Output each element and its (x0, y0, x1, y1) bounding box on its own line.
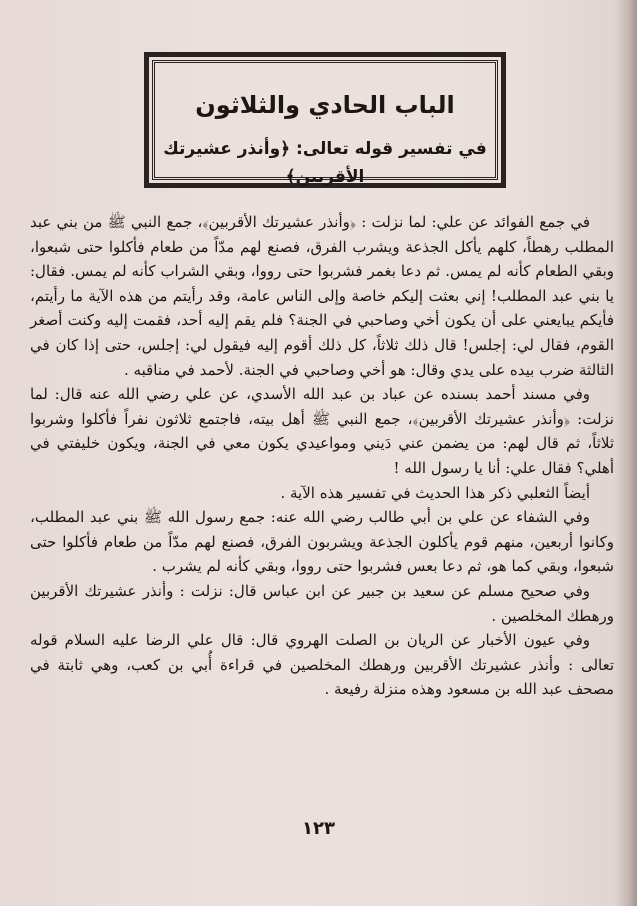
chapter-title: الباب الحادي والثلاثون (195, 91, 455, 119)
paragraph-6: وفي عيون الأخبار عن الريان بن الصلت الهروي قال: قال علي الرضا عليه السلام قوله تعالى : وأنذر عشيرتك الأقربين ورهطك المخلصين في قراءة أُبي بن كعب، وهي ثابتة في مصحف عبد الله بن مسعود وهذه منزلة رفيعة . (30, 631, 614, 699)
paragraph-5: وفي صحيح مسلم عن سعيد بن جبير عن ابن عباس قال: نزلت : وأنذر عشيرتك الأقربين ورهطك المخلصين . (30, 581, 614, 625)
paragraph-1: في جمع الفوائد عن علي: لما نزلت : ﴿وأنذر عشيرتك الأقربين﴾، جمع النبي ﷺ من بني عبد المطلب رهطاً، كلهم يأكل الجذعة ويشرب الفرق، فصنع لهم مدّاً من طعام فأكلوا حتى شبعوا، وبقي الطعام كأنه لم يمس. ثم دعا بغمر فشربوا حتى رووا، وبقي الشراب كأنه لم يمس. فقال: يا بني عبد المطلب! إني بعثت إليكم خاصة وإلى الناس عامة، وقد رأيتم من هذه الآية ما رأيتم، فأيكم يبايعني على أن يكون أخي وصاحبي في الجنة؟ فلم يقم إليه أحد، فقمت إليه وكنت أصغر القوم، فقال لي: إجلس! قال ذلك ثلاثاً، كل ذلك أقوم إليه فيقول لي: إجلس، حتى إذا كان في الثالثة ضرب بيده على يدي وقال: هو أخي وصاحبي في الجنة. لأحمد في مناقبه . (30, 213, 614, 379)
book-spine-shadow (615, 0, 637, 906)
chapter-body (30, 210, 614, 702)
chapter-subtitle: في تفسير قوله تعالى: ﴿وأنذر عشيرتك الأقربين﴾ (163, 139, 487, 187)
chapter-title-frame-inner (152, 60, 498, 187)
page-number: ١٢٣ (302, 818, 335, 839)
chapter-title-frame (144, 52, 506, 188)
paragraph-4: وفي الشفاء عن علي بن أبي طالب رضي الله عنه: جمع رسول الله ﷺ بني عبد المطلب، وكانوا أربعين، منهم قوم يأكلون الجذعة ويشربون الفرق، فصنع لهم مدّاً من طعام فأكلوا حتى شبعوا، وبقي كما هو، ثم دعا بعس فشربوا حتى رووا، وبقي كأنه لم يشرب . (30, 508, 614, 576)
paragraph-2: وفي مسند أحمد بسنده عن عباد بن عبد الله الأسدي، عن علي رضي الله عنه قال: لما نزلت: ﴿وأنذر عشيرتك الأقربين﴾، جمع النبي ﷺ أهل بيته، فاجتمع ثلاثون نفراً فأكلوا وشربوا ثلاثاً، ثم قال لهم: من يضمن عني دَيني ومواعيدي يكون معي في الجنة، ويكون خليفتي في أهلي؟ فقال علي: أنا يا رسول الله ! (30, 385, 614, 477)
paragraph-3: أيضاً الثعلبي ذكر هذا الحديث في تفسير هذه الآية . (280, 483, 590, 502)
